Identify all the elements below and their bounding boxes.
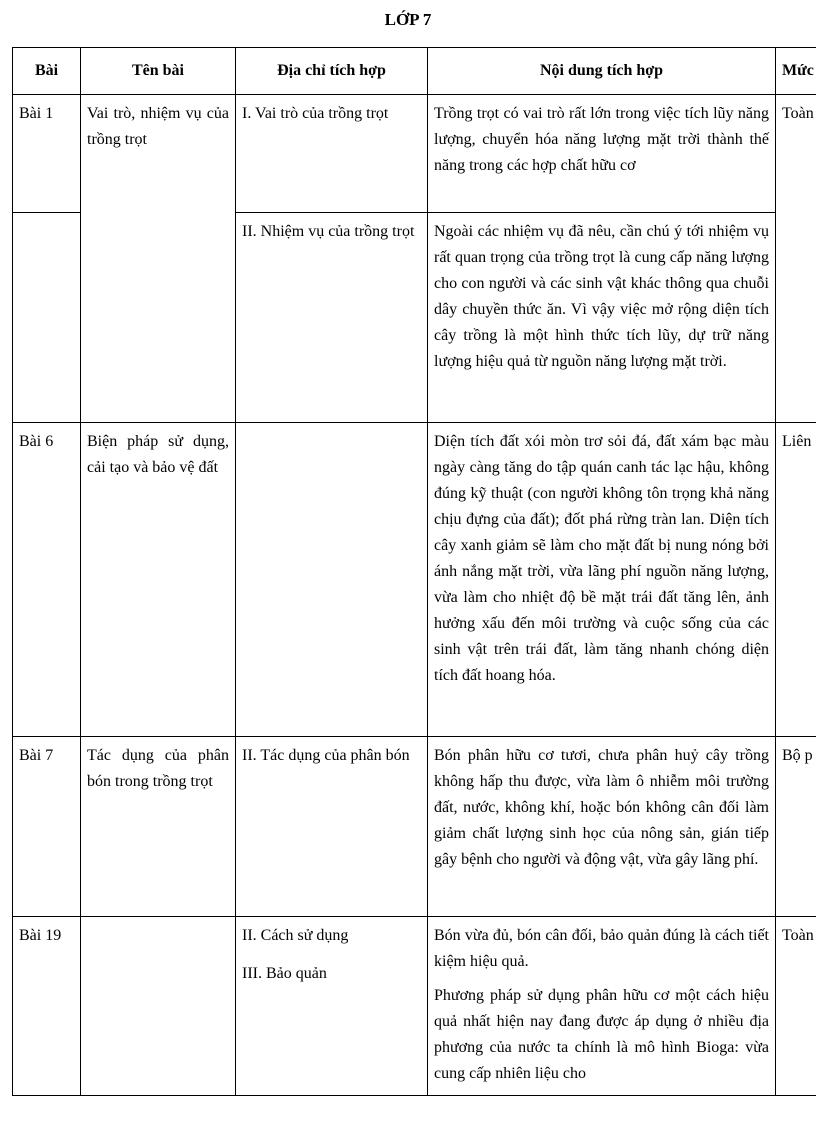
header-bai: Bài	[13, 48, 81, 95]
header-muc: Mức	[776, 48, 816, 95]
integration-content: Phương pháp sử dụng phân hữu cơ một cách hiệu quả nhất hiện nay đang được áp dụng ở nhiều địa phương của nước ta chính là mô hình Bioga: vừa cung cấp nhiên liệu cho	[434, 987, 769, 1082]
table-row	[13, 95, 816, 213]
lesson-number: Bài 1	[13, 95, 81, 213]
integration-address: I. Vai trò của trồng trọt	[236, 95, 428, 213]
lesson-name	[81, 917, 236, 1096]
lesson-name: Tác dụng của phân bón trong trồng trọt	[81, 737, 236, 917]
integration-address: II. Tác dụng của phân bón	[236, 737, 428, 917]
integration-level: Toàn	[776, 917, 816, 1096]
integration-content: Bón phân hữu cơ tươi, chưa phân huỷ cây trồng không hấp thu được, vừa làm ô nhiễm môi trường đất, nước, không khí, hoặc bón không cân đối làm giảm chất lượng sinh học của nông sản, gián tiếp gây bệnh cho người và động vật, vừa gây lãng phí.	[428, 737, 776, 917]
lesson-number: Bài 6	[13, 423, 81, 737]
integration-address: II. Nhiệm vụ của trồng trọt	[236, 213, 428, 423]
integration-address: III. Bảo quản	[242, 965, 327, 982]
table-row	[13, 423, 816, 737]
lesson-name: Vai trò, nhiệm vụ của trồng trọt	[81, 95, 236, 423]
integration-content: Trồng trọt có vai trò rất lớn trong việc tích lũy năng lượng, chuyển hóa năng lượng mặt trời thành thế năng trong các hợp chất hữu cơ	[428, 95, 776, 213]
header-dia-chi: Địa chỉ tích hợp	[236, 48, 428, 95]
header-noi-dung: Nội dung tích hợp	[428, 48, 776, 95]
integration-table	[12, 47, 816, 1096]
integration-table-wrapper	[0, 47, 816, 1107]
integration-content: Diện tích đất xói mòn trơ sỏi đá, đất xám bạc màu ngày càng tăng do tập quán canh tác lạc hậu, không đúng kỹ thuật (con người không tôn trọng khả năng chịu đựng của đất); đốt phá rừng tràn lan. Diện tích cây xanh giảm sẽ làm cho mặt đất bị nung nóng bởi ánh nắng mặt trời, vừa lãng phí nguồn năng lượng, vừa làm cho nhiệt độ bề mặt trái đất tăng lên, ảnh hưởng xấu đến môi trường và cuộc sống của các sinh vật trên trái đất, làm tăng nhanh chóng diện tích đất hoang hóa.	[428, 423, 776, 737]
integration-content: Ngoài các nhiệm vụ đã nêu, cần chú ý tới nhiệm vụ rất quan trọng của trồng trọt là cung cấp năng lượng cho con người và các sinh vật khác thông qua chuỗi dây chuyền thức ăn. Vì vậy việc mở rộng diện tích cây trồng là một hình thức tích lũy, dự trữ năng lượng hiệu quả từ nguồn năng lượng mặt trời.	[428, 213, 776, 423]
integration-level: Toàn	[776, 95, 816, 423]
lesson-number-empty	[13, 213, 81, 423]
page-title: LỚP 7	[384, 10, 432, 29]
table-header-row	[13, 48, 816, 95]
integration-address	[236, 423, 428, 737]
integration-level: Liên	[776, 423, 816, 737]
table-row	[13, 917, 816, 1096]
integration-content-group	[428, 917, 776, 1096]
lesson-number: Bài 7	[13, 737, 81, 917]
lesson-name: Biện pháp sử dụng, cải tạo và bảo vệ đất	[81, 423, 236, 737]
integration-level: Bộ p	[776, 737, 816, 917]
integration-address: II. Cách sử dụng	[242, 927, 349, 944]
integration-content: Bón vừa đủ, bón cân đối, bảo quản đúng là cách tiết kiệm hiệu quả.	[434, 927, 769, 970]
table-row	[13, 737, 816, 917]
header-ten-bai: Tên bài	[81, 48, 236, 95]
integration-address-group	[236, 917, 428, 1096]
lesson-number: Bài 19	[13, 917, 81, 1096]
